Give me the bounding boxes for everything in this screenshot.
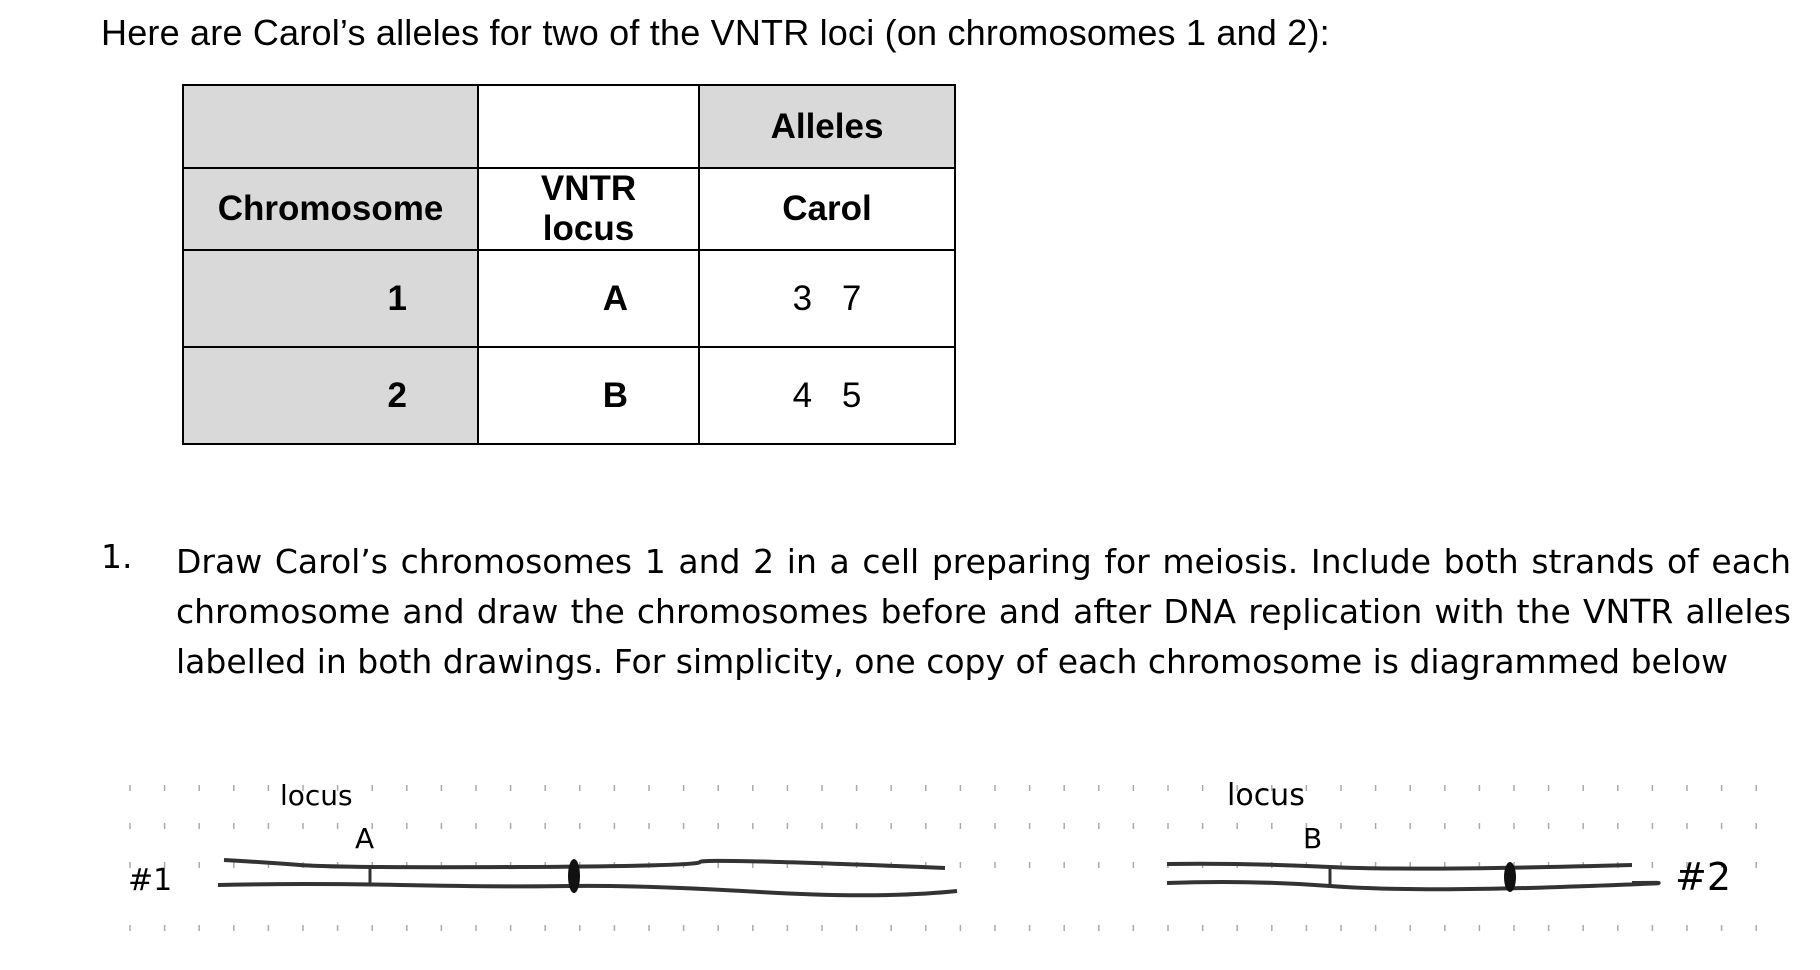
empty-header-cell	[478, 85, 699, 168]
chromosome-1	[218, 859, 957, 895]
cell-locus: B	[478, 347, 699, 444]
cell-alleles: 4 5	[699, 347, 955, 444]
empty-header-cell	[183, 85, 478, 168]
dot-grid	[130, 785, 1756, 931]
header-chromosome: Chromosome	[183, 168, 478, 250]
chr1-locus-letter: A	[355, 822, 375, 855]
cell-chromosome: 2	[183, 347, 478, 444]
question-number: 1.	[101, 537, 133, 576]
table-row	[183, 347, 955, 444]
cell-chromosome: 1	[183, 250, 478, 347]
question-text: Draw Carol’s chromosomes 1 and 2 in a cell preparing for meiosis. Include both strands of each chromosome and draw the chromosomes before and after DNA replication with the VNTR alleles labelled in both drawings. For simplicity, one copy of each chromosome is diagrammed below	[176, 542, 1791, 681]
table-row	[183, 250, 955, 347]
header-vntr-locus: VNTR locus	[478, 168, 699, 250]
alleles-group-header: Alleles	[699, 85, 955, 168]
alleles-table	[182, 84, 956, 445]
chr2-locus-letter: B	[1303, 822, 1323, 855]
chr1-label: #1	[128, 863, 173, 898]
header-carol: Carol	[699, 168, 955, 250]
cell-alleles: 3 7	[699, 250, 955, 347]
chr2-label: #2	[1675, 855, 1732, 899]
chromosome-drawing	[0, 750, 1820, 970]
intro-text: Here are Carol’s alleles for two of the VNTR loci (on chromosomes 1 and 2):	[101, 12, 1330, 53]
chr2-locus-word: locus	[1227, 778, 1305, 813]
chromosome-2	[1167, 862, 1659, 892]
chr1-locus-word: locus	[280, 779, 353, 812]
cell-locus: A	[478, 250, 699, 347]
